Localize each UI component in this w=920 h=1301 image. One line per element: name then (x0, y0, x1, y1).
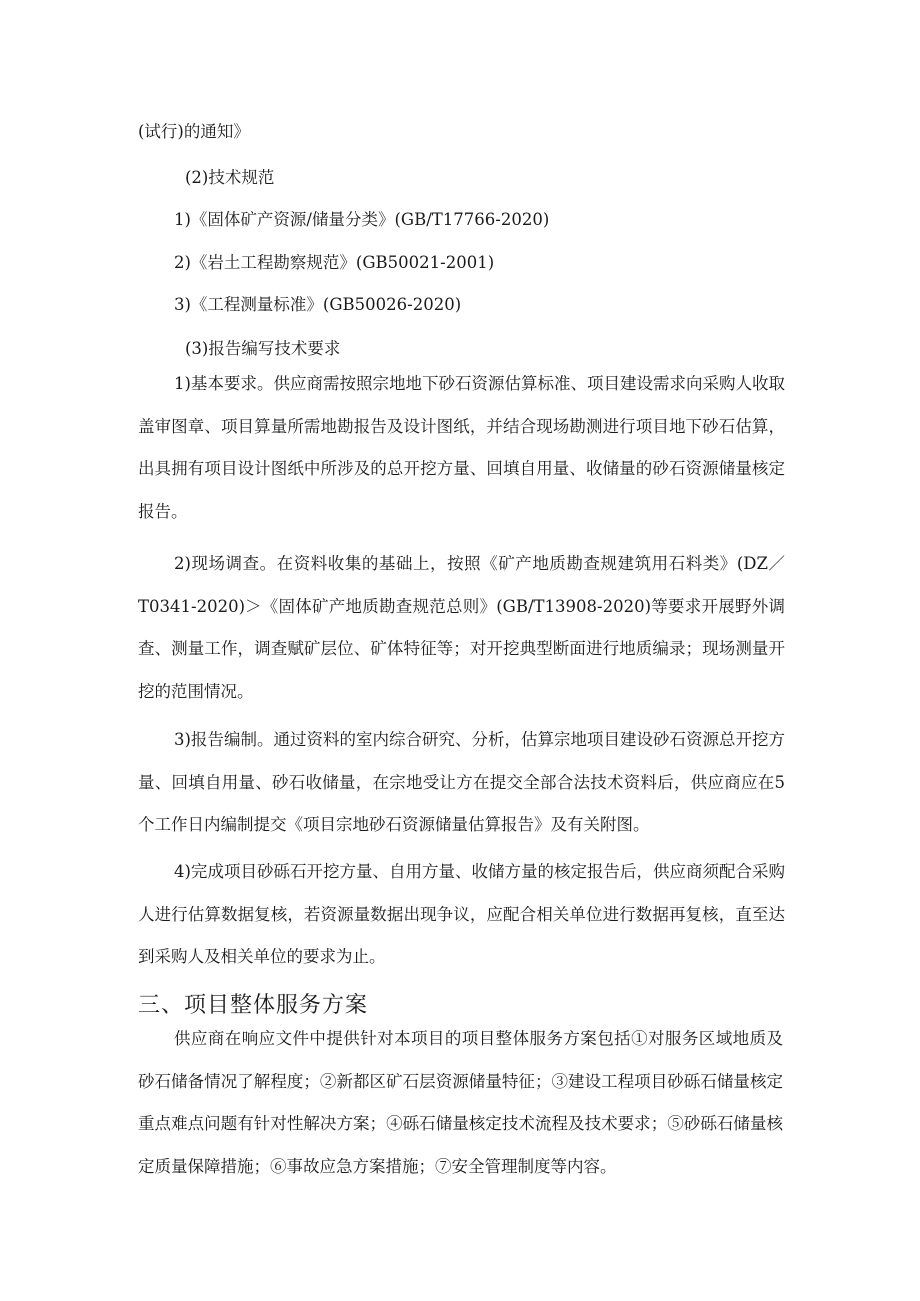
notice-title-continuation: (试行)的通知》 (138, 122, 250, 141)
section-technical-standards: (2)技术规范 (185, 168, 275, 187)
standard-item-2: 2)《岩土工程勘察规范》(GB50021-2001) (174, 253, 495, 272)
paragraph-basic-requirements: 1)基本要求。供应商需按照宗地地下砂石资源估算标准、项目建设需求向采购人收取盖审图章、项目算量所需地勘报告及设计图纸，并结合现场勘测进行项目地下砂石估算，出具拥有项目设计图纸中所涉及的总开挖方量、回填自用量、收储量的砂石资源储量核定报告。 (138, 374, 785, 521)
section-report-requirements: (3)报告编写技术要求 (185, 339, 341, 358)
standard-item-1: 1)《固体矿产资源/储量分类》(GB/T17766-2020) (174, 210, 550, 229)
section-heading-service-plan: 三、项目整体服务方案 (138, 993, 369, 1018)
paragraph-site-survey: 2)现场调查。在资料收集的基础上，按照《矿产地质勘查规建筑用石料类》(DZ／T0341-2020)＞《固体矿产地质勘查规范总则》(GB/T13908-2020)等要求开展野外调查、测量工作，调查赋矿层位、矿体特征等；对开挖典型断面进行地质编录；现场测量开挖的范围情况。 (138, 554, 785, 701)
paragraph-report-compilation: 3)报告编制。通过资料的室内综合研究、分析，估算宗地项目建设砂石资源总开挖方量、回填自用量、砂石收储量，在宗地受让方在提交全部合法技术资料后，供应商应在5个工作日内编制提交《项目宗地砂石资源储量估算报告》及有关附图。 (138, 730, 785, 835)
paragraph-data-review: 4)完成项目砂砾石开挖方量、自用方量、收储方量的核定报告后，供应商须配合采购人进行估算数据复核，若资源量数据出现争议，应配合相关单位进行数据再复核，直至达到采购人及相关单位的要求为止。 (138, 862, 785, 967)
paragraph-service-plan: 供应商在响应文件中提供针对本项目的项目整体服务方案包括①对服务区域地质及砂石储备情况了解程度；②新都区矿石层资源储量特征；③建设工程项目砂砾石储量核定重点难点问题有针对性解决方案；④砾石储量核定技术流程及技术要求；⑤砂砾石储量核定质量保障措施；⑥事故应急方案措施；⑦安全管理制度等内容。 (138, 1029, 783, 1176)
standard-item-3: 3)《工程测量标准》(GB50026-2020) (174, 295, 462, 314)
